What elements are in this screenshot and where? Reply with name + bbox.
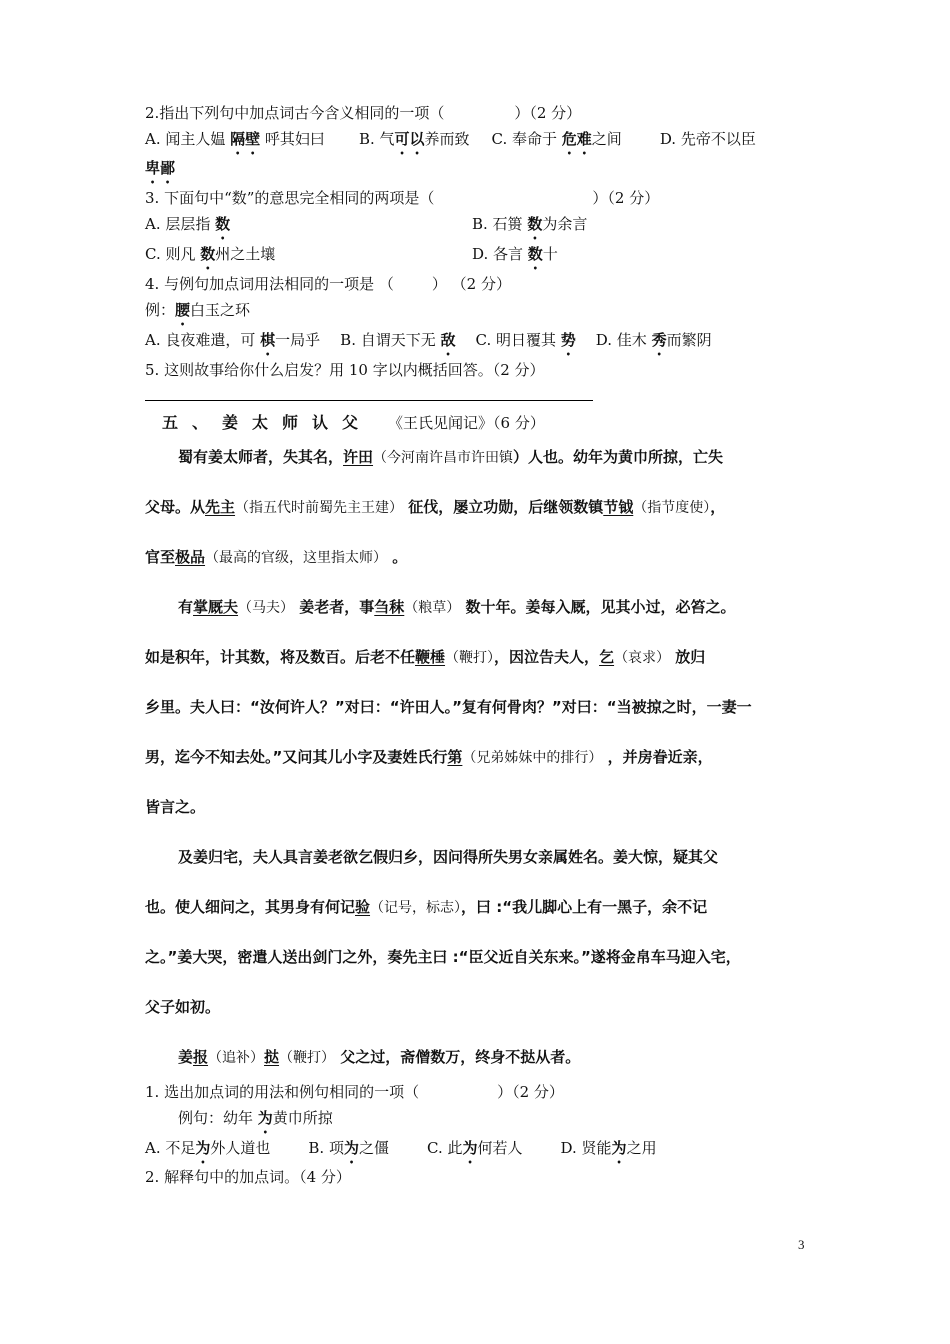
q5-1-example: 例句：幼年 为黄巾所掠 — [178, 1109, 333, 1127]
q5-2-stem: 2. 解释句中的加点词。（4 分） — [145, 1168, 351, 1186]
q3-option-d: D. 各言 数十 — [472, 245, 558, 263]
q4-option-a: A. 良夜难遣，可 棋一局乎 — [145, 331, 321, 349]
q2-option-a: A. 闻主人媪 隔壁 呼其妇曰 — [145, 130, 325, 148]
q4-option-d: D. 佳木 秀而繁阴 — [595, 331, 712, 349]
q5-1-option-a: A. 不足为外人道也 — [145, 1139, 271, 1157]
passage-line: 姜报（追补）挞（鞭打） 父之过，斋僧数万，终身不挞从者。 — [178, 1048, 581, 1066]
q4-option-b: B. 自谓天下无 敌 — [340, 331, 456, 349]
passage-line: 如是积年，计其数，将及数百。后老不任鞭棰（鞭打），因泣告夫人，乞（哀求） 放归 — [145, 648, 706, 666]
q2-option-c: C. 奉命于 危难之间 — [491, 130, 622, 148]
passage-line: 官至极品（最高的官级，这里指太师） 。 — [145, 548, 408, 566]
q3-option-b: B. 石篑 数为余言 — [472, 215, 588, 233]
passage-line: 男，迄今不知去处。”又问其儿小字及妻姓氏行第（兄弟姊妹中的排行） ，并房眷近亲， — [145, 748, 713, 766]
q4-option-c: C. 明日覆其 势 — [475, 331, 576, 349]
q5-1-option-b: B. 项为之僵 — [308, 1139, 389, 1157]
passage-line: 父子如初。 — [145, 998, 221, 1016]
q2-stem: 2.指出下列句中加点词古今含义相同的一项（ ）（2 分） — [145, 104, 582, 122]
passage-line: 皆言之。 — [145, 798, 206, 816]
q5-stem: 5. 这则故事给你什么启发？用 10 字以内概括回答。（2 分） — [145, 361, 545, 379]
passage-line: 之。”姜大哭，密遣人送出剑门之外，奏先主曰 :“臣父近自关东来。”遂将金帛车马迎入宅， — [145, 948, 741, 966]
q5-1-stem: 1. 选出加点词的用法和例句相同的一项（ ）（2 分） — [145, 1083, 564, 1101]
passage-line: 蜀有姜太师者，失其名，许田（今河南许昌市许田镇）人也。幼年为黄巾所掠，亡失 — [178, 448, 724, 466]
q3-stem: 3. 下面句中“数”的意思完全相同的两项是（ ）（2 分） — [145, 189, 660, 207]
q2-option-d: D. 先帝不以臣 — [659, 130, 756, 148]
q2-option-b: B. 气可以养而致 — [358, 130, 470, 148]
q2-option-d-continued: 卑鄙 — [145, 159, 176, 177]
q4-example: 例：腰白玉之环 — [145, 301, 251, 319]
section-title: 五、姜太师认父 《王氏见闻记》（6 分） — [162, 413, 545, 432]
passage-line: 乡里。夫人曰：“汝何许人？”对曰：“许田人。”复有何骨肉？”对曰：“当被掠之时，一妻一 — [145, 698, 752, 716]
passage-line: 有掌厩夫（马夫） 姜老者，事刍秣（粮草） 数十年。姜每入厩，见其小过，必笞之。 — [178, 598, 736, 616]
q3-option-c: C. 则凡 数州之土壤 — [145, 245, 276, 263]
q5-1-option-c: C. 此为何若人 — [427, 1139, 523, 1157]
q5-1-options — [145, 1138, 657, 1167]
q4-stem: 4. 与例句加点词用法相同的一项是 （ ） （2 分） — [145, 275, 511, 293]
page-number: 3 — [798, 1237, 805, 1252]
q3-option-a: A. 层层指 数 — [145, 215, 231, 233]
passage-line: 父母。从先主（指五代时前蜀先主王建） 征伐，屡立功勋，后继领数镇节钺（指节度使）， — [145, 498, 726, 516]
passage-line: 及姜归宅，夫人具言姜老欲乞假归乡，因问得所失男女亲属姓名。姜大惊，疑其父 — [178, 848, 719, 866]
q2-options — [145, 129, 756, 158]
q5-1-option-d: D. 贤能为之用 — [560, 1139, 657, 1157]
passage-line: 也。使人细问之，其男身有何记验（记号，标志），曰 :“我儿脚心上有一黑子，余不记 — [145, 898, 708, 916]
q4-options — [145, 330, 712, 359]
section-divider — [145, 400, 593, 401]
